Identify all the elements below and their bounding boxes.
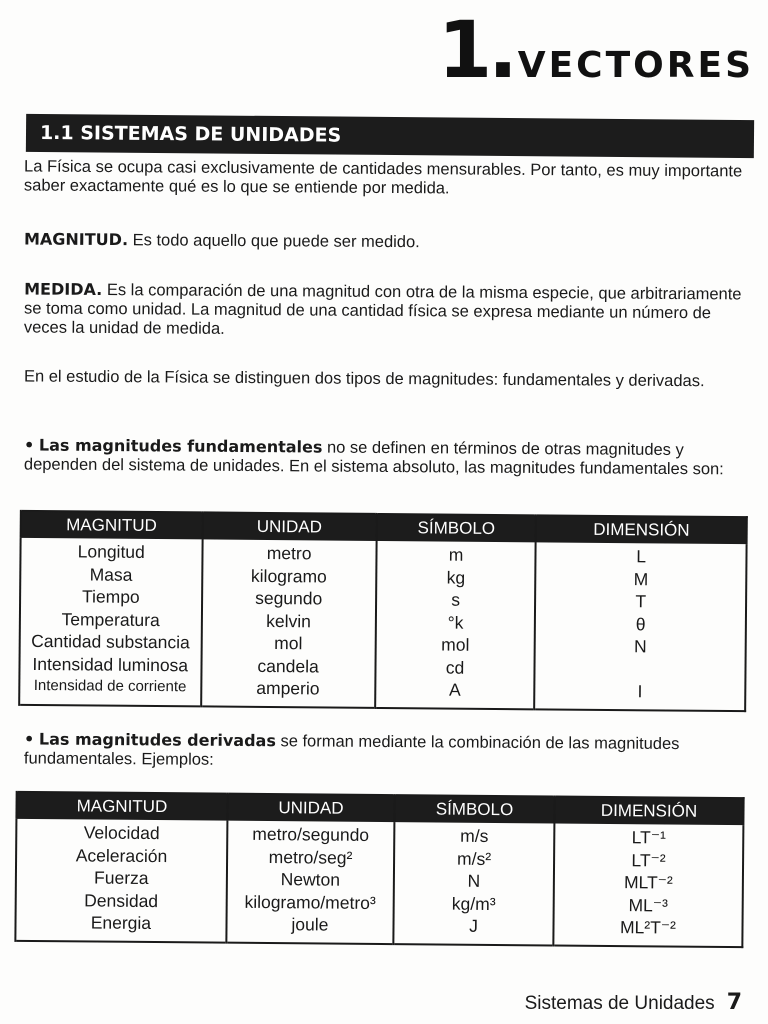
table-cell: ML⁻³ — [628, 894, 668, 916]
table-cell: Densidad — [84, 889, 159, 911]
table-cell: Temperatura — [61, 608, 160, 630]
table-cell: N — [467, 870, 481, 891]
table-cell: kilogramo — [250, 565, 327, 587]
table-cell: mol — [274, 633, 303, 654]
table-cell: Velocidad — [83, 822, 160, 844]
magnitud-column — [15, 819, 227, 942]
derivadas-text: se forman mediante la combinación de las magnitudes fundamentales. Ejemplos: — [23, 732, 680, 769]
table-cell: Energia — [90, 912, 152, 934]
table-cell: segundo — [255, 587, 323, 609]
table-cell: Intensidad de corriente — [33, 676, 187, 696]
derived-magnitudes-table — [14, 791, 744, 948]
unidad-column — [201, 539, 377, 707]
table-cell: T — [635, 591, 647, 612]
simbolo-column — [375, 541, 536, 709]
fundamentales-paragraph — [24, 435, 754, 479]
table-cell: m — [448, 544, 464, 565]
header-unidad: UNIDAD — [227, 794, 394, 822]
medida-text: Es la comparación de una magnitud con otra de la misma especie, que arbitrariamente se toma como unidad. La magnitud de una cantidad física se expresa mediante un número de veces la unidad de medida. — [23, 280, 742, 338]
table-cell: LT⁻¹ — [631, 827, 666, 848]
table-cell: amperio — [256, 677, 320, 699]
header-simbolo: SÍMBOLO — [376, 514, 536, 542]
table-cell: Masa — [89, 563, 133, 585]
table-cell: kelvin — [266, 610, 311, 631]
header-dimension: DIMENSIÓN — [536, 515, 747, 544]
unidad-column — [226, 821, 394, 944]
distinction-paragraph: En el estudio de la Física se distinguen dos tipos de magnitudes: fundamentales y derivadas. — [23, 367, 705, 391]
magnitud-term: MAGNITUD. — [23, 229, 129, 250]
chapter-number: 1. — [437, 6, 514, 96]
table-cell: ML²T⁻² — [619, 917, 677, 938]
chapter-title: VECTORES — [517, 45, 754, 86]
magnitud-column — [19, 538, 202, 706]
medida-term: MEDIDA. — [24, 279, 103, 299]
footer-label: Sistemas de Unidades — [524, 993, 715, 1014]
table-cell: °k — [447, 612, 464, 633]
table-cell: Fuerza — [94, 867, 149, 888]
derivadas-paragraph — [24, 729, 754, 773]
chapter-heading — [438, 6, 754, 96]
table-cell: M — [633, 568, 649, 589]
table-cell: cd — [445, 657, 465, 678]
table-cell: candela — [257, 655, 319, 676]
table-cell: s — [451, 589, 461, 610]
table-body-row — [15, 819, 743, 947]
table-cell: metro/segundo — [252, 823, 370, 845]
table-cell: mol — [441, 634, 470, 655]
fundamentales-text: no se definen en términos de otras magnitudes y dependen del sistema de unidades. En el sistema absoluto, las magnitudes fundamentales son: — [23, 438, 724, 479]
table-cell: Tiempo — [81, 586, 140, 607]
table-cell: joule — [291, 914, 329, 935]
simbolo-column — [393, 822, 554, 945]
fundamental-magnitudes-table — [18, 510, 748, 712]
table-body-row — [19, 538, 746, 711]
header-magnitud: MAGNITUD — [16, 792, 227, 821]
table-cell: Longitud — [77, 541, 145, 562]
magnitud-definition — [24, 229, 754, 254]
bullet: • — [24, 729, 35, 749]
page-number: 7 — [726, 990, 742, 1015]
header-magnitud: MAGNITUD — [21, 511, 203, 540]
fundamentales-term: Las magnitudes fundamentales — [38, 435, 323, 457]
derivadas-term: Las magnitudes derivadas — [38, 729, 276, 751]
table-cell: I — [637, 681, 643, 702]
table-cell: A — [448, 679, 461, 700]
medida-definition — [24, 279, 754, 342]
section-title: 1.1 SISTEMAS DE UNIDADES — [39, 121, 342, 147]
table-cell: metro — [266, 542, 312, 564]
header-unidad: UNIDAD — [202, 512, 376, 541]
table-cell: θ — [635, 613, 646, 634]
header-dimension: DIMENSIÓN — [554, 797, 743, 826]
table-cell: metro/seg² — [268, 846, 353, 868]
table-cell: m/s² — [456, 848, 492, 869]
table-cell: N — [634, 636, 647, 657]
table-cell: kilogramo/metro³ — [244, 891, 376, 913]
dimension-column — [553, 824, 743, 947]
table-cell: kg — [446, 567, 466, 588]
section-heading-bar — [26, 114, 754, 158]
dimension-column — [535, 542, 747, 710]
intro-paragraph: La Física se ocupa casi exclusivamente de cantidades mensurables. Por tanto, es muy importante saber exactamente qué es lo que se entiende por medida. — [23, 157, 743, 198]
table-cell: m/s — [460, 825, 489, 846]
magnitud-text: Es todo aquello que puede ser medido. — [127, 231, 420, 252]
table-cell: L — [636, 546, 647, 567]
table-cell: kg/m³ — [451, 893, 496, 914]
table-cell: Intensidad luminosa — [32, 653, 189, 675]
table-cell: LT⁻² — [631, 849, 666, 870]
bullet: • — [24, 435, 35, 455]
header-simbolo: SÍMBOLO — [394, 795, 554, 823]
table-cell: Cantidad substancia — [31, 630, 190, 653]
table-cell: Aceleración — [75, 844, 168, 866]
table-cell: J — [469, 915, 478, 936]
page-footer — [525, 990, 742, 1015]
table-cell — [536, 657, 745, 681]
table-cell: MLT⁻² — [623, 872, 673, 893]
table-cell: Newton — [280, 869, 341, 890]
